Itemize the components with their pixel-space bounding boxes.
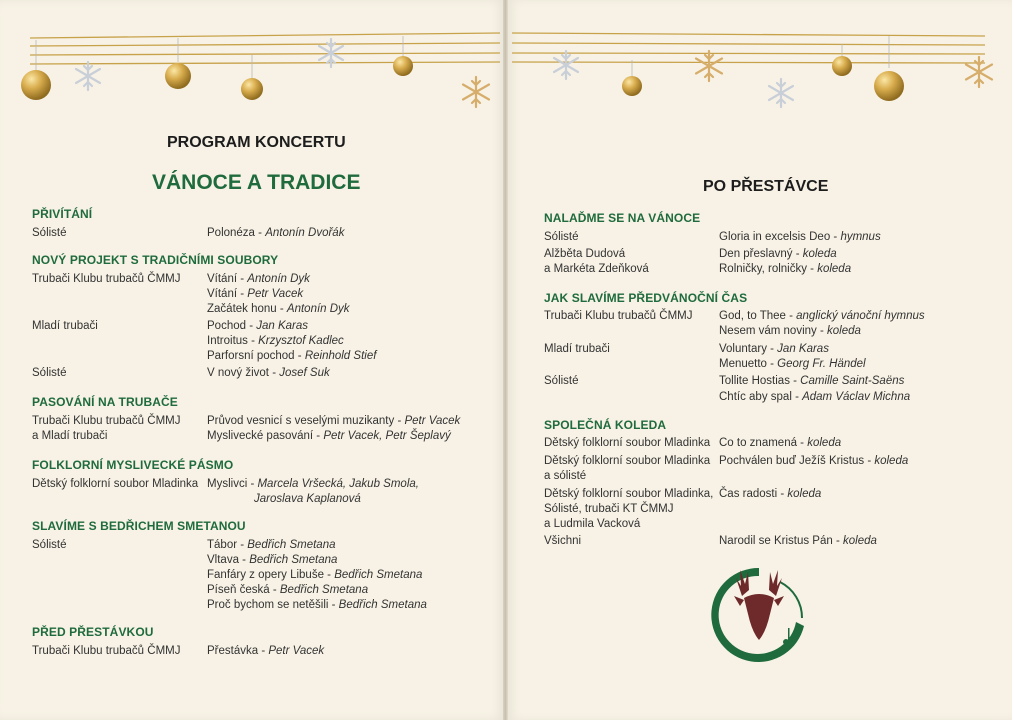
section-heading: NOVÝ PROJEKT S TRADIČNÍMI SOUBORY [32,253,279,267]
section-heading: PŘIVÍTÁNÍ [32,207,93,221]
section-heading: JAK SLAVÍME PŘEDVÁNOČNÍ ČAS [544,291,748,305]
section-heading: NALAĎME SE NA VÁNOCE [544,211,701,225]
program-item: Přestávka - Petr Vacek [207,645,325,657]
program-item: Začátek honu - Antonín Dyk [207,303,350,315]
deer-logo-icon [706,556,812,666]
concert-name: VÁNOCE A TRADICE [152,171,361,194]
program-item: Chtíc aby spal - Adam Václav Michna [719,391,911,403]
ornament-banner [0,0,1012,120]
program-item: Myslivecké pasování - Petr Vacek, Petr Šeplavý [207,430,451,442]
program-item: Jaroslava Kaplanová [254,493,361,505]
performer: Všichni [544,535,582,547]
performer: Sólisté [32,539,67,551]
program-item: Vítání - Petr Vacek [207,288,304,300]
program-item: Menuetto - Georg Fr. Händel [719,358,866,370]
performer: a Markéta Zdeňková [544,263,649,275]
performer: Trubači Klubu trubačů ČMMJ [544,310,693,322]
performer: Dětský folklorní soubor Mladinka [32,478,199,490]
performer: Dětský folklorní soubor Mladinka [544,455,711,467]
program-item: V nový život - Josef Suk [207,367,330,379]
program-item: Den přeslavný - koleda [719,248,837,260]
program-item: Vltava - Bedřich Smetana [207,554,338,566]
program-item: Čas radosti - koleda [719,488,822,500]
performer: a Mladí trubači [32,430,108,442]
performer: Sólisté [544,231,579,243]
section-heading: PŘED PŘESTÁVKOU [32,625,154,639]
performer: Dětský folklorní soubor Mladinka, [544,488,714,500]
performer: Sólisté [32,367,67,379]
program-item: Tábor - Bedřich Smetana [207,539,336,551]
program-item: Fanfáry z opery Libuše - Bedřich Smetana [207,569,423,581]
program-item: Rolničky, rolničky - koleda [719,263,852,275]
program-item: Pochválen buď Ježíš Kristus - koleda [719,455,909,467]
program-item: Průvod vesnicí s veselými muzikanty - Petr Vacek [207,415,461,427]
program-item: Co to znamená - koleda [719,437,842,449]
performer: Sólisté [32,227,67,239]
section-heading: PASOVÁNÍ NA TRUBAČE [32,395,178,409]
performer: a sólisté [544,470,587,482]
program-item: Tollite Hostias - Camille Saint-Saëns [719,375,905,387]
program-item: God, to Thee - anglický vánoční hymnus [719,310,925,322]
program-item: Parforsní pochod - Reinhold Stief [207,350,377,362]
performer: Sólisté [544,375,579,387]
page-title: PROGRAM KONCERTU [167,134,346,151]
page-title: PO PŘESTÁVCE [703,178,829,195]
performer: Mladí trubači [32,320,98,332]
program-item: Píseň česká - Bedřich Smetana [207,584,369,596]
program-item: Pochod - Jan Karas [207,320,309,332]
program-item: Voluntary - Jan Karas [719,343,829,355]
program-item: Polonéza - Antonín Dvořák [207,227,345,239]
performer: Trubači Klubu trubačů ČMMJ [32,273,181,285]
program-item: Myslivci - Marcela Vršecká, Jakub Smola, [207,478,419,490]
section-heading: SPOLEČNÁ KOLEDA [544,418,667,432]
performer: Dětský folklorní soubor Mladinka [544,437,711,449]
program-item: Proč bychom se netěšili - Bedřich Smetana [207,599,427,611]
performer: Mladí trubači [544,343,610,355]
performer: a Ludmila Vacková [544,518,641,530]
program-item: Gloria in excelsis Deo - hymnus [719,231,881,243]
section-heading: SLAVÍME S BEDŘICHEM SMETANOU [32,519,246,533]
snowflake-icon [76,39,992,107]
program-item: Introitus - Krzysztof Kadlec [207,335,344,347]
performer: Trubači Klubu trubačů ČMMJ [32,415,181,427]
performer: Alžběta Dudová [544,248,626,260]
program-item: Nesem vám noviny - koleda [719,325,861,337]
program-item: Narodil se Kristus Pán - koleda [719,535,877,547]
program-item: Vítání - Antonín Dyk [207,273,310,285]
section-heading: FOLKLORNÍ MYSLIVECKÉ PÁSMO [32,458,234,472]
performer: Sólisté, trubači KT ČMMJ [544,503,674,515]
performer: Trubači Klubu trubačů ČMMJ [32,645,181,657]
